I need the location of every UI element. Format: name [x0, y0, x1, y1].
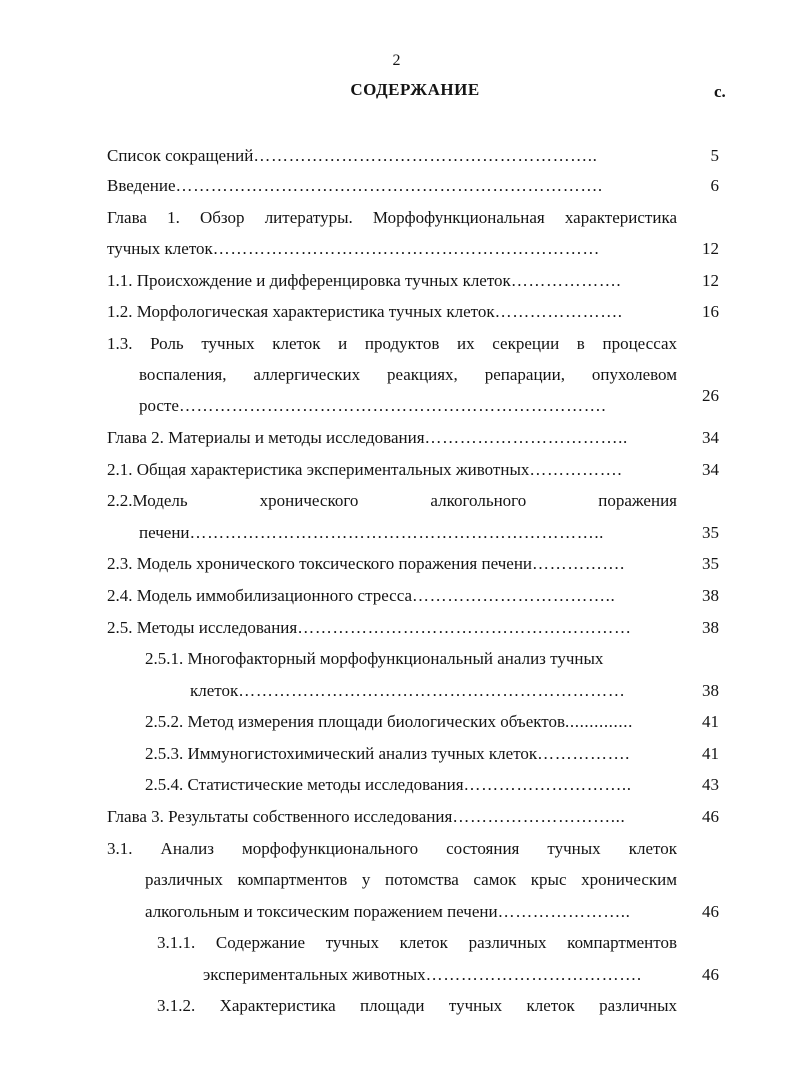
toc-page: 38: [702, 586, 719, 605]
toc-entry: 2.1. Общая характеристика экспериментальных животных…………….: [107, 460, 623, 479]
page-title: СОДЕРЖАНИЕ: [350, 80, 480, 99]
toc-page: 41: [702, 744, 719, 763]
toc-entry: экспериментальных животных……………………………….: [203, 965, 642, 984]
toc-page: 12: [702, 239, 719, 258]
toc-entry: 1.1. Происхождение и дифференцировка тучных клеток……………….: [107, 271, 622, 290]
page-number: 2: [392, 52, 401, 69]
toc-entry: Глава 3. Результаты собственного исследования………………………...: [107, 807, 626, 826]
toc-page: 6: [710, 176, 719, 195]
toc-entry: Введение……………………………………………………………….: [107, 176, 603, 195]
toc-entry: 1.2. Морфологическая характеристика тучных клеток………………….: [107, 302, 623, 321]
toc-page: 26: [702, 386, 719, 405]
toc-page: 38: [702, 618, 719, 637]
toc-entry: клеток…………………………………………………………: [190, 681, 626, 700]
toc-entry: тучных клеток…………………………………………………………: [107, 239, 600, 258]
toc-page: 35: [702, 554, 719, 573]
toc-entry-line: воспаления, аллергических реакциях, репарации, опухолевом: [139, 365, 677, 384]
toc-page: 46: [702, 807, 719, 826]
toc-entry-line: 2.5.1. Многофакторный морфофункциональный анализ тучных: [145, 649, 604, 668]
toc-page: 35: [702, 523, 719, 542]
toc-page: 43: [702, 775, 719, 794]
toc-page: 34: [702, 460, 719, 479]
toc-entry-line: Глава 1. Обзор литературы. Морфофункциональная характеристика: [107, 208, 677, 227]
toc-entry-line: различных компартментов у потомства самок крыс хроническим: [145, 870, 677, 889]
toc-entry-line: 2.2.Модель хронического алкогольного поражения: [107, 491, 677, 510]
toc-page: 34: [702, 428, 719, 447]
toc-entry: Список сокращений…………………………………………………..: [107, 146, 598, 165]
toc-entry: Глава 2. Материалы и методы исследования……………………………..: [107, 428, 628, 447]
toc-entry: алкогольным и токсическим поражением печени…………………..: [145, 902, 631, 921]
toc-entry: 2.5.2. Метод измерения площади биологических объектов..............: [145, 712, 633, 731]
toc-entry: 2.5.3. Иммуногистохимический анализ тучных клеток…………….: [145, 744, 631, 763]
toc-entry: 2.5. Методы исследования…………………………………………………: [107, 618, 632, 637]
toc-entry-line: 1.3. Роль тучных клеток и продуктов их секреции в процессах: [107, 334, 677, 353]
toc-entry-line: 3.1.1. Содержание тучных клеток различных компартментов: [157, 933, 677, 952]
toc-page: 38: [702, 681, 719, 700]
toc-page: 16: [702, 302, 719, 321]
toc-page: 41: [702, 712, 719, 731]
toc-entry-line: 3.1.2. Характеристика площади тучных клеток различных: [157, 996, 677, 1015]
page-column-label: с.: [714, 82, 726, 101]
toc-page: 12: [702, 271, 719, 290]
toc-entry: 2.3. Модель хронического токсического поражения печени…………….: [107, 554, 625, 573]
toc-entry: росте……………………………………………………………….: [139, 396, 607, 415]
toc-entry: печени……………………………………………………………..: [139, 523, 605, 542]
toc-entry: 2.4. Модель иммобилизационного стресса……………………………..: [107, 586, 616, 605]
toc-entry-line: 3.1. Анализ морфофункционального состояния тучных клеток: [107, 839, 677, 858]
toc-page: 5: [710, 146, 719, 165]
toc-page: 46: [702, 902, 719, 921]
toc-entry: 2.5.4. Статистические методы исследования………………………..: [145, 775, 632, 794]
toc-page: 46: [702, 965, 719, 984]
